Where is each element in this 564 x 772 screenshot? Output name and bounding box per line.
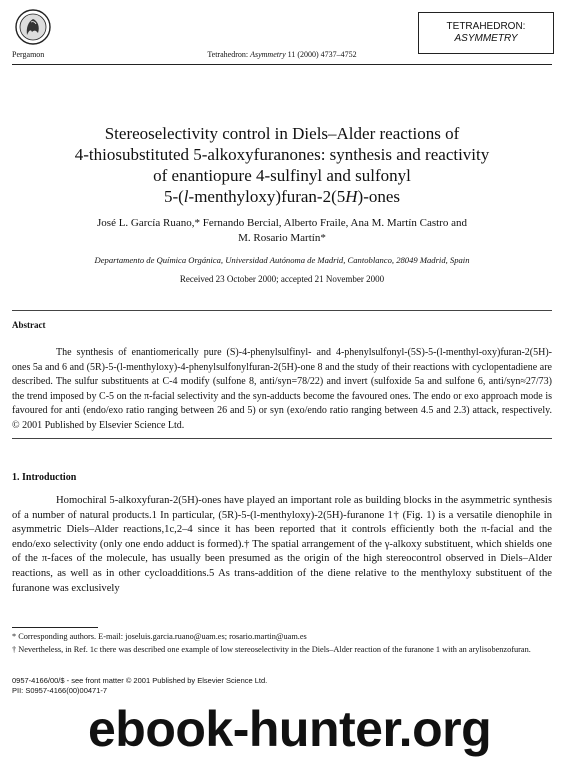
introduction-text: Homochiral 5-alkoxyfuran-2(5H)-ones have played an important role as building blocks in the asymmetric synthesis of a number of natural products.1 In particular, (5R)-5-(l-menthyloxy)-2(5H)-furanone 1† (Fig. 1) is a versatile dienophile in asymmetric Diels–Alder reactions,1c,2–4 since it has been reported that it controls efficiently both the π-facial and the endo/exo selectivity (only one endo adduct is formed).† The spatial arrangement of the γ-alkoxy substituent, which shields one of the π-faces of the molecule, has usually been presumed as the origin of the high stereocontrol observed in Diels–Alder reactions, as well as in other cycloadditions.5 As trans-addition of the diene relative to the menthyloxy substituent of the furanone was exclusively bbox=[12, 495, 552, 594]
publisher-logo-icon bbox=[14, 8, 52, 46]
abstract-divider-top bbox=[12, 310, 552, 311]
footnote-corresponding: * Corresponding authors. E-mail: joseluis.garcia.ruano@uam.es; rosario.martin@uam.es bbox=[12, 632, 307, 641]
publisher-name: Pergamon bbox=[12, 50, 45, 59]
abstract-divider-bottom bbox=[12, 438, 552, 439]
journal-citation: Tetrahedron: Asymmetry 11 (2000) 4737–4752 bbox=[207, 50, 357, 59]
received-dates: Received 23 October 2000; accepted 21 November 2000 bbox=[179, 274, 385, 284]
journal-box-line1: TETRAHEDRON: bbox=[446, 21, 526, 32]
abstract-heading: Abstract bbox=[12, 320, 46, 330]
abstract-text: The synthesis of enantiomerically pure (S)-4-phenylsulfinyl- and 4-phenylsulfonyl-(5S)-5-(l-menthyl-oxy)furan-2(5H)-ones 5a and 6 and (5R)-5-(l-menthyloxy)-4-phenylsulfonylfuran-2(5H)-one 8 and the study of their reactions with cyclopentadiene are described. The sulfur substituents at C-4 modify (sulfone 8, anti/syn=78/22) and invert (sulfoxide 5a and sulfone 6, anti/syn≈27/73) the trend imposed by C-5 on the π-facial selectivity and the syn-adducts become the favoured ones. The endo or exo approach mode is favoured for anti (endo/exo ratio ranging between 26 and 5) or syn (exo/endo ratio ranging between 4.5 and 2.3) attack, respectively. © 2001 Published by Elsevier Science Ltd. bbox=[12, 347, 552, 431]
pii-line: PII: S0957-4166(00)00471-7 bbox=[12, 686, 108, 695]
watermark: ebook-hunter.org bbox=[88, 701, 492, 757]
journal-box-line2: ASYMMETRY bbox=[454, 33, 518, 44]
author-list: José L. García Ruano,* Fernando Bercial, Alberto Fraile, Ana M. Martín Castro and M. Rosario Martín* bbox=[97, 217, 467, 244]
affiliation: Departamento de Química Orgánica, Universidad Autónoma de Madrid, Cantoblanco, 28049 Madrid, Spain bbox=[94, 255, 470, 265]
footnote-divider bbox=[12, 627, 98, 628]
section-heading-introduction: 1. Introduction bbox=[12, 472, 77, 483]
journal-name-box bbox=[418, 12, 554, 54]
copyright-line: 0957-4166/00/$ - see front matter © 2001 Published by Elsevier Science Ltd. bbox=[12, 676, 268, 685]
header-divider bbox=[12, 64, 552, 65]
article-title: Stereoselectivity control in Diels–Alder reactions of 4-thiosubstituted 5-alkoxyfuranones: synthesis and reactivity of enantiopure 4-sulfinyl and sulfonyl 5-(l-menthyloxy)furan-2(5H)-ones bbox=[74, 124, 490, 206]
footnote-dagger: † Nevertheless, in Ref. 1c there was described one example of low stereoselectivity in the Diels–Alder reaction of the furanone 1 with an arylisobenzofuran. bbox=[12, 645, 531, 654]
